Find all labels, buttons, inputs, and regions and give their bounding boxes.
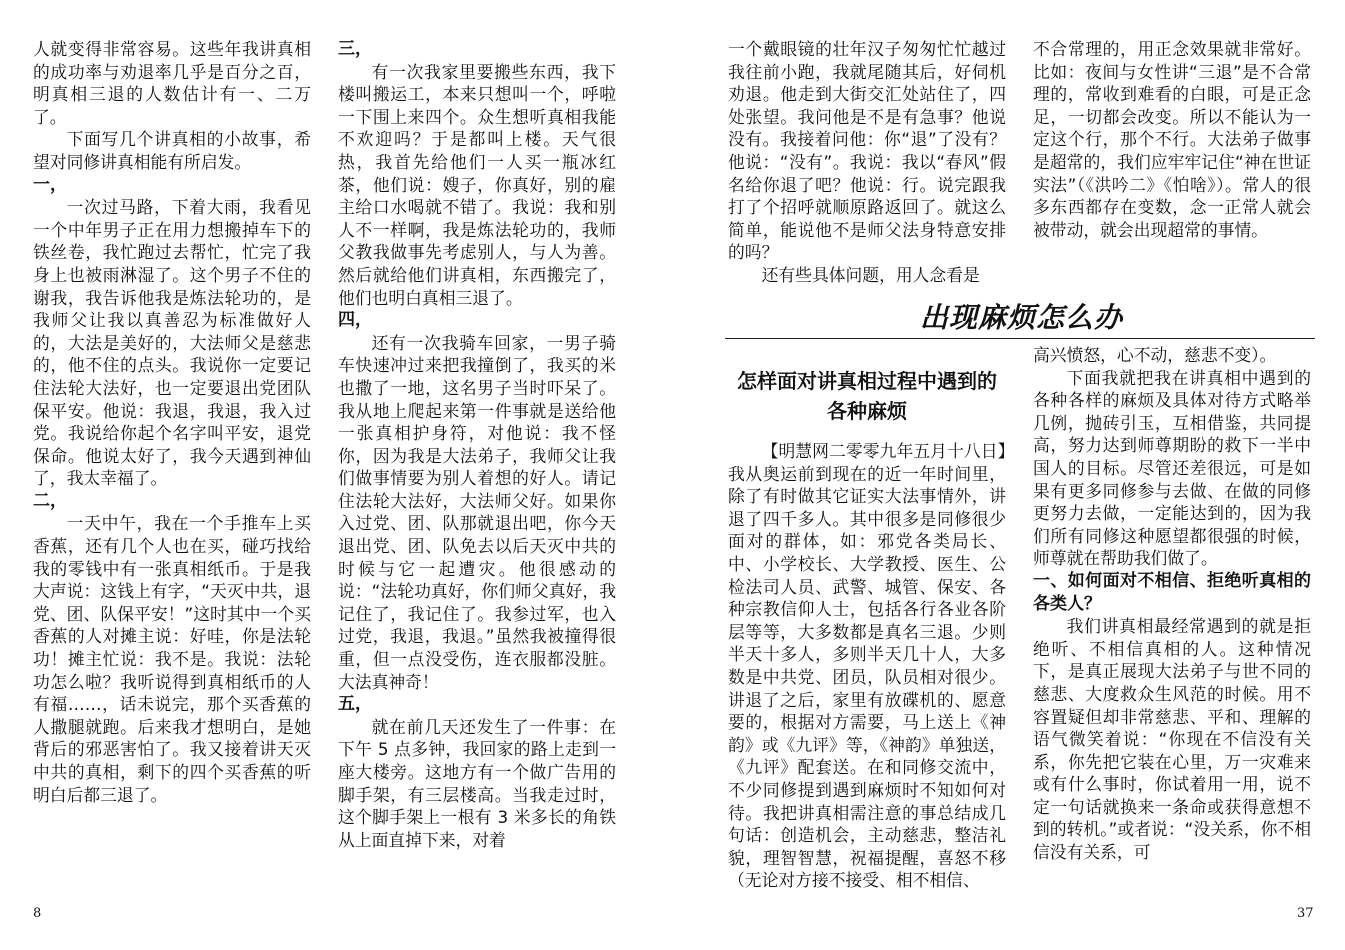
right-page-column-1-top (728, 38, 1006, 287)
paragraph: 有一次我家里要搬些东西，我下楼叫搬运工，本来只想叫一个，呼啦一下围上来四个。众生想听真相我能不欢迎吗？于是都叫上楼。天气很热，我首先给他们一人买一瓶冰红茶，他们说：嫂子，你真好，别的雇主给口水喝就不错了。我说：我和别人不一样啊，我是炼法轮功的，我师父教我做事先考虑别人，与人为善。然后就给他们讲真相，东西搬完了，他们也明白真相三退了。 (338, 61, 616, 308)
paragraph: 不合常理的，用正念效果就非常好。比如：夜间与女性讲“三退”是不合常理的，常收到难看的白眼，可是正念足，一切都会改变。所以不能认为一定这个行，那个不行。大法弟子做事是超常的，我们应牢牢记住“神在世证实法”（《洪吟二》《怕啥》）。常人的很多东西都存在变数，念一正常人就会被带动，就会出现超常的事情。 (1033, 39, 1311, 240)
article-body-col1 (728, 440, 1006, 892)
paragraph: 还有一次我骑车回家，一男子骑车快速冲过来把我撞倒了，我买的米也撒了一地，这名男子当时吓呆了。我从地上爬起来第一件事就是送给他一张真相护身符，对他说：我不怪你，因为我是大法弟子，我师父让我们做事情要为别人着想的好人。请记住法轮大法好，大法师父好。如果你入过党、团、队那就退出吧，你今天退出党、团、队免去以后天灭中共的时候与它一起遭灾。他很感动的说：“法轮功真好，你们师父真好，我记住了，我记住了。我参过军，也入过党，我退，我退。”虽然我被撞得很重，但一点没受伤，连衣服都没脏。大法真神奇！ (338, 332, 616, 692)
page-number-left: 8 (33, 906, 42, 921)
article-title: 怎样面对讲真相过程中遇到的各种麻烦 (737, 369, 997, 423)
paragraph: 一个戴眼镜的壮年汉子匆匆忙忙越过我往前小跑，我就尾随其后，好伺机劝退。他走到大街交汇处站住了，四处张望。我问他是不是有急事？他说没有。我接着问他：你“退”了没有？他说：“没有”。我说：我以“春风”假名给你退了吧？他说：行。说完跟我打了个招呼就顺原路返回了。就这么简单，能说他不是师父法身特意安排的吗？ (728, 39, 1006, 263)
paragraph: 下面写几个讲真相的小故事，希望对同修讲真相能有所启发。 (33, 129, 311, 172)
left-page-column-2 (338, 38, 616, 851)
section-heading: 三， (338, 39, 372, 59)
page-number-right: 37 (1297, 906, 1314, 921)
paragraph: 一天中午，我在一个手推车上买香蕉，还有几个人也在买，碰巧找给我的零钱中有一张真相纸币。于是我大声说：这钱上有字，“天灭中共，退党、团、队保平安！”这时其中一个买香蕉的人对摊主说：好哇，你是法轮功！摊主忙说：我不是。我说：法轮功怎么啦？我听说得到真相纸币的人有福……，话未说完，那个买香蕉的人撒腿就跑。后来我才想明白，是她背后的邪恶害怕了。我又接着讲天灭中共的真相，剩下的四个买香蕉的听明白后都三退了。 (33, 513, 311, 805)
paragraph: 就在前几天还发生了一件事：在下午 5 点多钟，我回家的路上走到一座大楼旁。这地方有一个做广告用的脚手架，有三层楼高。当我走过时，这个脚手架上一根有 3 米多长的角铁从上面直掉下来，对着 (338, 716, 616, 850)
paragraph: 还有些具体问题，用人念看是 (761, 264, 980, 285)
section-heading: 二， (33, 490, 67, 511)
section-heading: 五， (338, 694, 372, 715)
paragraph: 下面我就把我在讲真相中遇到的各种各样的麻烦及具体对待方式略举几例，抛砖引玉，互相借鉴，共同提高，努力达到师尊期盼的救下一半中国人的目标。尽管还差很远，可是如果有更多同修参与去做、在做的同修更努力去做，一定能达到的，因为我们所有同修这种愿望都很强的时候，师尊就在帮助我们做了。 (1033, 367, 1311, 569)
paragraph: 一次过马路，下着大雨，我看见一个中年男子正在用力想搬掉车下的铁丝卷，我忙跑过去帮忙，忙完了我身上也被雨淋湿了。这个男子不住的谢我，我告诉他我是炼法轮功的，是我师父让我以真善忍为标准做好人的，大法是美好的，大法师父是慈悲的，他不住的点头。我说你一定要记住法轮大法好，也一定要退出党团队保平安。他说：我退，我退，我入过党。我说给你起个名字叫平安，退党保命。他说太好了，我今天遇到神仙了，我太幸福了。 (33, 197, 311, 489)
left-page-column-1 (33, 38, 311, 806)
section-divider (725, 338, 1315, 339)
section-title: 出现麻烦怎么办 (920, 301, 1124, 334)
right-page-column-2-top (1033, 38, 1311, 241)
section-heading: 四， (338, 310, 372, 331)
right-page-column-2-article (1033, 344, 1311, 864)
section-heading: 一， (33, 174, 67, 195)
right-page-column-1-article (728, 366, 1006, 892)
section-heading: 一、如何面对不相信、拒绝听真相的各类人？ (1033, 570, 1311, 614)
paragraph: 【明慧网二零零九年五月十八日】我从奥运前到现在的近一年时间里，除了有时做其它证实大法事情外，讲退了四千多人。其中很多是同修很少面对的群体，如：邪党各类局长、中、小学校长、大学教授、医生、公检法司人员、武警、城管、保安、各种宗教信仰人士，包括各行各业各阶层等等，大多数都是真名三退。少则半天十多人，多则半天几十人，大多数是中共党、团员，队员相对很少。讲退了之后，家里有放碟机的、愿意要的，根据对方需要，马上送上《神韵》或《九评》等，《神韵》单独送，《九评》配套送。在和同修交流中，不少同修提到遇到麻烦时不知如何对待。我把讲真相需注意的事总结成几句话：创造机会，主动慈悲，整洁礼貌，理智智慧，祝福提醒，喜怒不移（无论对方接不接受、相不相信、 (728, 441, 1006, 891)
paragraph: 高兴愤怒，心不动，慈悲不变）。 (1033, 345, 1277, 365)
paragraph: 我们讲真相最经常遇到的就是拒绝听、不相信真相的人。这种情况下，是真正展现大法弟子与世不同的慈悲、大度救众生风范的时候。用不容置疑但却非常慈悲、平和、理解的语气微笑着说：“你现在不信没有关系，你先把它装在心里，万一灾难来或有什么事时，你试着用一用，说不定一句话就换来一条命或获得意想不到的转机。”或者说：“没关系，你不相信没有关系，可 (1033, 616, 1311, 863)
paragraph: 人就变得非常容易。这些年我讲真相的成功率与劝退率几乎是百分之百，明真相三退的人数估计有一、二万了。 (33, 39, 311, 127)
